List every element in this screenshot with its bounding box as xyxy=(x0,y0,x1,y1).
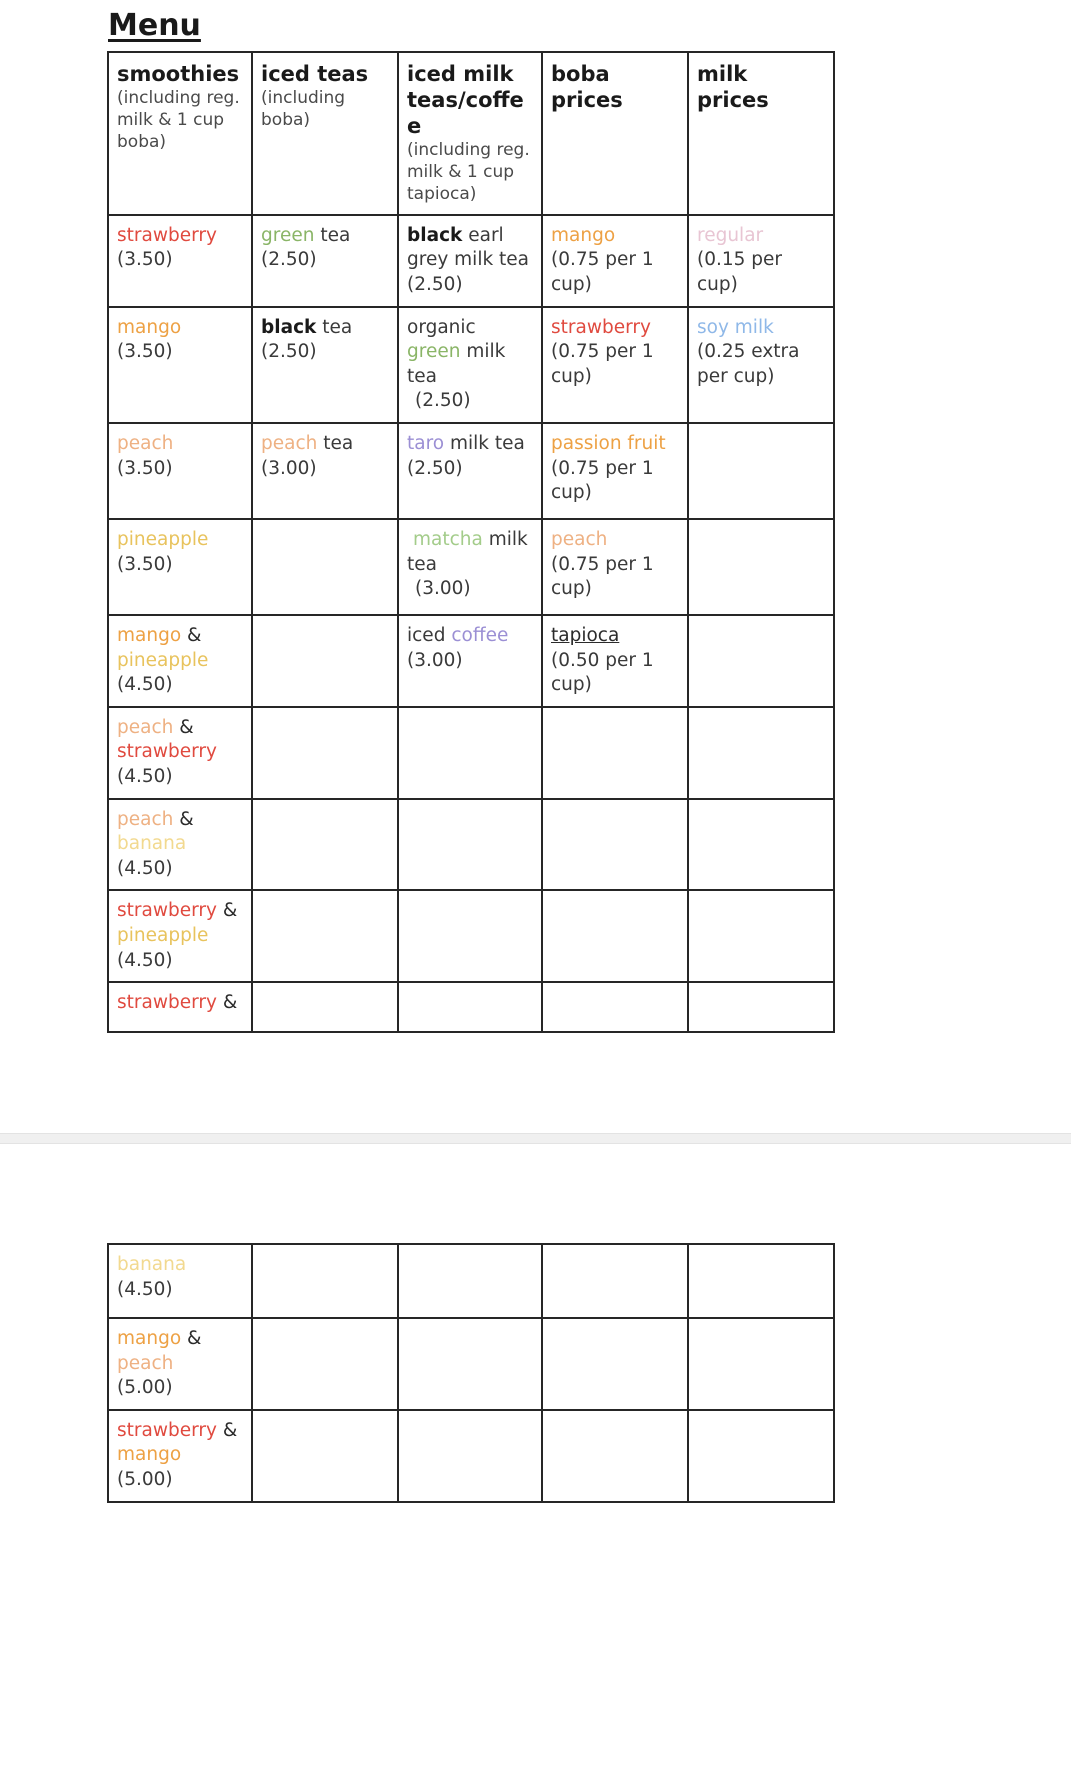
item-label-type: tea xyxy=(320,224,351,246)
table-row xyxy=(108,1244,834,1318)
cell-empty xyxy=(398,1244,542,1318)
table-row xyxy=(108,799,834,891)
item-label-ampersand: & xyxy=(222,992,238,1014)
item-label-flavour: green xyxy=(407,341,461,363)
table-row xyxy=(108,1318,834,1410)
item-price: (3.00) xyxy=(261,457,317,479)
item-label: soy milk xyxy=(697,316,774,338)
item-label-flavour: black xyxy=(407,224,463,246)
cell-empty xyxy=(688,519,834,615)
cell-empty xyxy=(398,1410,542,1502)
item-price: (2.50) xyxy=(407,457,463,479)
column-title: milk prices xyxy=(697,62,769,113)
item-price: (4.50) xyxy=(117,857,173,879)
column-header-iced-teas xyxy=(252,52,398,215)
item-label-flavour-2: pineapple xyxy=(117,649,209,671)
cell-empty xyxy=(688,707,834,799)
cell-smoothie-mango-peach xyxy=(108,1318,252,1410)
item-price: (3.00) xyxy=(415,578,471,600)
item-price: (0.75 per 1 cup) xyxy=(551,553,654,600)
item-label-flavour: green xyxy=(261,224,315,246)
table-row xyxy=(108,307,834,423)
item-label: banana xyxy=(117,1254,187,1275)
cell-empty xyxy=(688,1410,834,1502)
item-label-flavour-1: strawberry xyxy=(117,992,217,1014)
item-price: (3.50) xyxy=(117,249,173,271)
cell-empty xyxy=(542,707,688,799)
cell-empty xyxy=(252,519,398,615)
page-break-separator xyxy=(0,1133,1071,1144)
cell-empty xyxy=(688,423,834,519)
item-label-flavour-1: mango xyxy=(117,625,182,647)
column-header-iced-milk-teas-coffee xyxy=(398,52,542,215)
item-price: (2.50) xyxy=(407,274,463,296)
item-label-type: tea xyxy=(322,316,353,338)
item-label: mango xyxy=(117,316,182,338)
cell-iced-tea-green xyxy=(252,215,398,307)
cell-iced-tea-peach xyxy=(252,423,398,519)
cell-smoothie-peach-banana xyxy=(108,799,252,891)
cell-empty xyxy=(252,1244,398,1318)
cell-empty xyxy=(542,1318,688,1410)
item-label-flavour-2: peach xyxy=(117,1352,174,1374)
item-label-ampersand: & xyxy=(222,1419,238,1441)
cell-smoothie-strawberry-mango-part1 xyxy=(108,982,252,1032)
table-row xyxy=(108,1410,834,1502)
item-label-earl: earl xyxy=(468,224,504,246)
item-price: (4.50) xyxy=(117,765,173,787)
item-label: regular xyxy=(697,224,764,246)
table-row xyxy=(108,982,834,1032)
column-title: smoothies xyxy=(117,62,240,86)
item-label: peach xyxy=(117,433,174,455)
cell-smoothie-peach xyxy=(108,423,252,519)
column-subtitle: (including reg. milk & 1 cup boba) xyxy=(117,88,240,152)
item-label-flavour-2: pineapple xyxy=(117,924,209,946)
table-row xyxy=(108,615,834,707)
item-price: (4.50) xyxy=(117,674,173,696)
item-label-ampersand: & xyxy=(179,808,194,830)
column-title: iced teas xyxy=(261,62,369,86)
cell-smoothie-mango-pineapple xyxy=(108,615,252,707)
column-title: iced milk teas/coffee xyxy=(407,62,524,139)
item-price: (0.75 per 1 cup) xyxy=(551,249,654,296)
cell-boba-passion-fruit xyxy=(542,423,688,519)
item-price: (3.50) xyxy=(117,553,173,575)
table-row xyxy=(108,890,834,982)
table-header-row xyxy=(108,52,834,215)
menu-table-continuation xyxy=(107,1243,835,1503)
column-header-milk-prices xyxy=(688,52,834,215)
cell-boba-peach xyxy=(542,519,688,615)
cell-smoothie-banana xyxy=(108,1244,252,1318)
cell-empty xyxy=(542,1244,688,1318)
cell-smoothie-strawberry-mango xyxy=(108,1410,252,1502)
item-label-flavour: matcha xyxy=(413,529,483,551)
item-label-flavour-2: mango xyxy=(117,1444,182,1466)
item-label-ampersand: & xyxy=(187,1328,202,1349)
cell-iced-tea-black xyxy=(252,307,398,423)
item-label-type: milk tea xyxy=(407,341,506,387)
item-price: (3.50) xyxy=(117,341,173,363)
cell-empty xyxy=(398,890,542,982)
cell-empty xyxy=(542,982,688,1032)
item-label-type: milk tea xyxy=(407,529,528,575)
item-label-ampersand: & xyxy=(179,716,194,738)
cell-empty xyxy=(688,890,834,982)
cell-empty xyxy=(688,982,834,1032)
cell-empty xyxy=(542,890,688,982)
table-row xyxy=(108,707,834,799)
cell-empty xyxy=(688,1318,834,1410)
cell-boba-mango xyxy=(542,215,688,307)
item-price: (5.00) xyxy=(117,1468,173,1490)
item-label-flavour-2: strawberry xyxy=(117,741,217,763)
cell-empty xyxy=(252,890,398,982)
cell-iced-coffee xyxy=(398,615,542,707)
item-price: (0.75 per 1 cup) xyxy=(551,341,654,387)
item-label-flavour: taro xyxy=(407,433,445,455)
item-price: (0.25 extra per cup) xyxy=(697,341,800,387)
item-label-flavour: black xyxy=(261,316,317,338)
column-header-smoothies xyxy=(108,52,252,215)
cell-smoothie-strawberry xyxy=(108,215,252,307)
table-row xyxy=(108,423,834,519)
item-label-flavour-1: mango xyxy=(117,1328,182,1349)
cell-empty xyxy=(688,799,834,891)
cell-boba-tapioca xyxy=(542,615,688,707)
item-label-flavour-2: banana xyxy=(117,833,187,855)
cell-empty xyxy=(252,1410,398,1502)
cell-empty xyxy=(398,982,542,1032)
item-label: peach xyxy=(551,529,608,551)
item-label-type: tea xyxy=(323,433,354,455)
item-label-flavour-1: strawberry xyxy=(117,1419,217,1441)
cell-empty xyxy=(252,615,398,707)
cell-empty xyxy=(398,707,542,799)
cell-smoothie-mango xyxy=(108,307,252,423)
cell-empty xyxy=(398,1318,542,1410)
cell-empty xyxy=(252,799,398,891)
table-row xyxy=(108,519,834,615)
cell-empty xyxy=(252,1318,398,1410)
item-label: strawberry xyxy=(551,316,651,338)
cell-milk-regular xyxy=(688,215,834,307)
item-label-type: milk tea xyxy=(450,433,525,455)
cell-empty xyxy=(688,1244,834,1318)
item-label-organic: organic xyxy=(407,316,476,338)
cell-empty xyxy=(252,982,398,1032)
cell-milk-tea-matcha xyxy=(398,519,542,615)
cell-boba-strawberry xyxy=(542,307,688,423)
cell-milk-tea-taro xyxy=(398,423,542,519)
cell-milk-tea-organic-green xyxy=(398,307,542,423)
item-label-ampersand: & xyxy=(222,900,238,922)
item-price: (4.50) xyxy=(117,1278,173,1300)
item-price: (3.50) xyxy=(117,457,173,479)
item-price: (0.75 per 1 cup) xyxy=(551,457,654,504)
cell-empty xyxy=(252,707,398,799)
item-price: (0.15 per cup) xyxy=(697,249,783,296)
column-title: boba prices xyxy=(551,62,623,113)
cell-smoothie-strawberry-pineapple xyxy=(108,890,252,982)
cell-empty xyxy=(398,799,542,891)
item-label-iced: iced xyxy=(407,625,446,647)
page-title: Menu xyxy=(108,8,201,43)
cell-empty xyxy=(542,1410,688,1502)
item-price: (0.50 per 1 cup) xyxy=(551,649,654,696)
cell-milk-soy xyxy=(688,307,834,423)
column-header-boba-prices xyxy=(542,52,688,215)
item-label: pineapple xyxy=(117,529,209,551)
item-price: (2.50) xyxy=(415,390,471,412)
item-label-flavour: coffee xyxy=(451,625,509,647)
item-label-flavour: peach xyxy=(261,433,318,455)
item-price: (3.00) xyxy=(407,649,463,671)
item-label-flavour-1: strawberry xyxy=(117,900,217,922)
column-subtitle: (including reg. milk & 1 cup tapioca) xyxy=(407,140,530,204)
table-row xyxy=(108,215,834,307)
cell-smoothie-peach-strawberry xyxy=(108,707,252,799)
cell-smoothie-pineapple xyxy=(108,519,252,615)
item-label-ampersand: & xyxy=(187,625,202,647)
cell-empty xyxy=(688,615,834,707)
item-price: (4.50) xyxy=(117,949,173,971)
item-label-type: grey milk tea xyxy=(407,249,530,271)
item-label: strawberry xyxy=(117,224,217,246)
menu-table-main xyxy=(107,51,835,1033)
item-price: (2.50) xyxy=(261,249,317,271)
column-subtitle: (including boba) xyxy=(261,88,346,130)
cell-milk-tea-black-earl-grey xyxy=(398,215,542,307)
cell-empty xyxy=(542,799,688,891)
item-label: tapioca xyxy=(551,625,620,647)
item-price: (2.50) xyxy=(261,341,317,363)
item-price: (5.00) xyxy=(117,1377,173,1399)
item-label-flavour-1: peach xyxy=(117,808,174,830)
item-label: passion fruit xyxy=(551,433,666,455)
item-label-flavour-1: peach xyxy=(117,716,174,738)
item-label: mango xyxy=(551,224,616,246)
